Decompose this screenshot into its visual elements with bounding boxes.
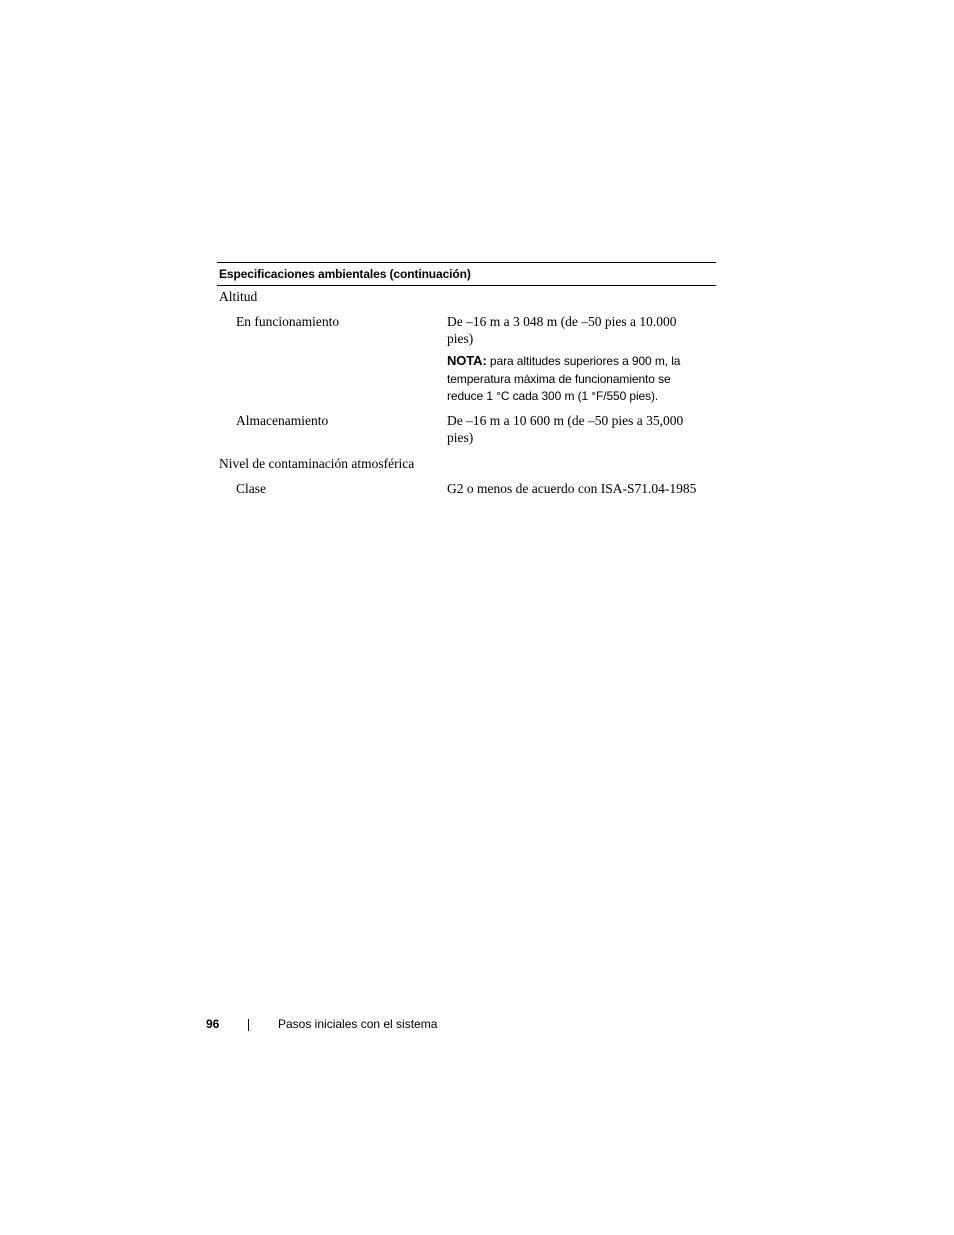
section-label-contaminacion: Nivel de contaminación atmosférica [219, 456, 415, 471]
row-label-almacenamiento: Almacenamiento [236, 413, 329, 428]
row-label-en-funcionamiento: En funcionamiento [236, 314, 340, 329]
note-block [447, 352, 715, 406]
section-altitud [217, 286, 716, 512]
row-value-almacenamiento [447, 412, 715, 446]
footer-title: Pasos iniciales con el sistema [278, 1017, 438, 1031]
note-label: NOTA: [447, 353, 487, 368]
value-line: pies) [447, 430, 474, 445]
note-line: reduce 1 °C cada 300 m (1 °F/550 pies). [447, 389, 659, 403]
table-title: Especificaciones ambientales (continuación) [219, 267, 471, 281]
section-label-altitud: Altitud [219, 289, 258, 304]
row-value-en-funcionamiento [447, 313, 715, 347]
value-line: G2 o menos de acuerdo con ISA-S71.04-1985 [447, 481, 697, 496]
note-line: temperatura máxima de funcionamiento se [447, 371, 671, 386]
value-line: De –16 m a 3 048 m (de –50 pies a 10.000 [447, 314, 677, 329]
footer-separator [248, 1019, 249, 1031]
page-number: 96 [206, 1017, 220, 1031]
specs-table [217, 262, 716, 512]
value-line: De –16 m a 10 600 m (de –50 pies a 35,000 [447, 413, 684, 428]
note-text: para altitudes superiores a 900 m, la [486, 354, 681, 368]
value-line: pies) [447, 331, 474, 346]
row-label-clase: Clase [236, 481, 266, 496]
note-line [447, 352, 715, 371]
row-value-clase [447, 480, 715, 497]
